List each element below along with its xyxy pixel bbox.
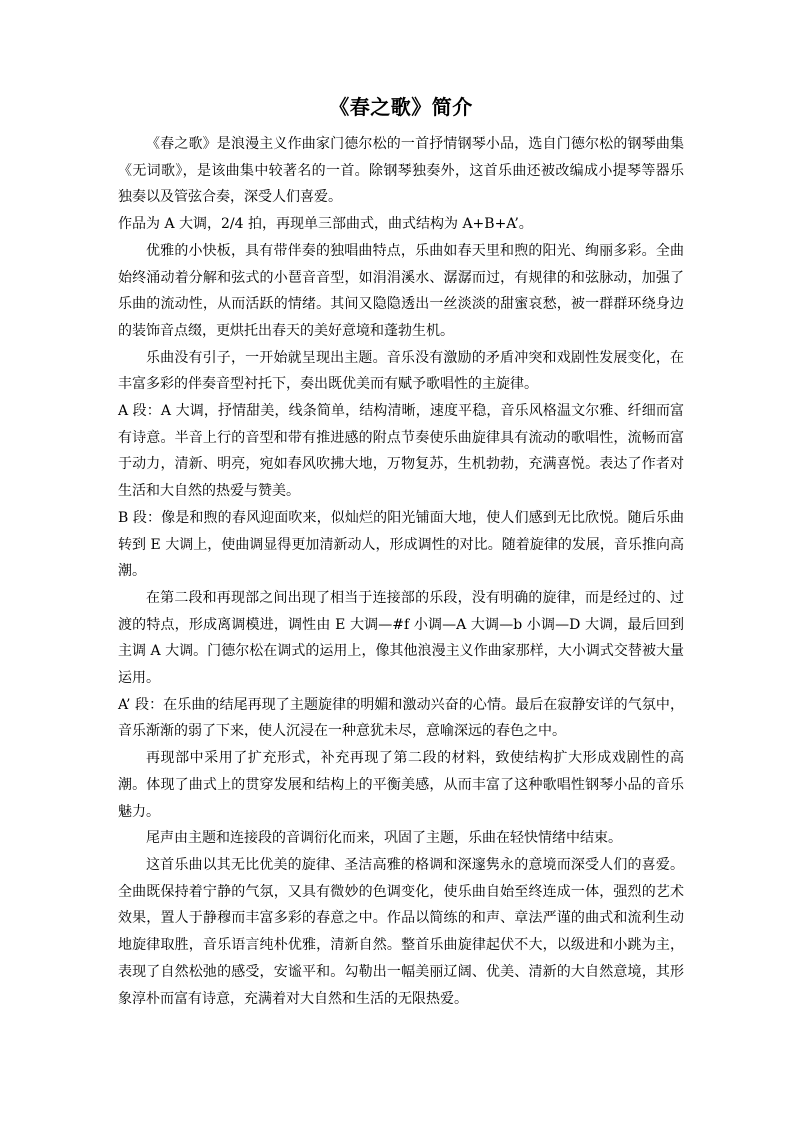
paragraph-theme: 乐曲没有引子，一开始就呈现出主题。音乐没有激励的矛盾冲突和戏剧性发展变化，在丰富多彩的伴奏音型衬托下，奏出既优美而有赋予歌唱性的主旋律。 [118, 349, 684, 393]
paragraph-recapitulation: 再现部中采用了扩充形式，补充再现了第二段的材料，致使结构扩大形成戏剧性的高潮。体现了曲式上的贯穿发展和结构上的平衡美感，从而丰富了这种歌唱性钢琴小品的音乐魅力。 [118, 750, 684, 820]
paragraph-intro: 《春之歌》是浪漫主义作曲家门德尔松的一首抒情钢琴小品，选自门德尔松的钢琴曲集《无词歌》，是该曲集中较著名的一首。除钢琴独奏外，这首乐曲还被改编成小提琴等器乐独奏以及管弦合奏，深受人们喜爱。 [118, 136, 684, 206]
paragraph-section-b: B 段：像是和煦的春风迎面吹来，似灿烂的阳光铺面大地，使人们感到无比欣悦。随后乐曲转到 E 大调上，使曲调显得更加清新动人，形成调性的对比。随着旋律的发展，音乐推向高潮。 [118, 509, 684, 580]
paragraph-key-meter: 作品为 A 大调，2/4 拍，再现单三部曲式，曲式结构为 A+B+A’。 [118, 216, 533, 233]
paragraph-conclusion: 这首乐曲以其无比优美的旋律、圣洁高雅的格调和深邃隽永的意境而深受人们的喜爱。全曲既保持着宁静的气氛，又具有微妙的色调变化，使乐曲自始至终连成一体，强烈的艺术效果，置人于静穆而丰富多彩的春意之中。作品以简练的和声、章法严谨的曲式和流利生动地旋律取胜，音乐语言纯朴优雅，清新自然。整首乐曲旋律起伏不大，以级进和小跳为主，表现了自然松弛的感受，安谧平和。勾勒出一幅美丽辽阔、优美、清新的大自然意境，其形象淳朴而富有诗意，充满着对大自然和生活的无限热爱。 [118, 856, 684, 1007]
paragraph-coda: 尾声由主题和连接段的音调衍化而来，巩固了主题，乐曲在轻快情绪中结束。 [146, 830, 622, 847]
document-title: 《春之歌》简介 [329, 95, 473, 119]
paragraph-section-a: A 段：A 大调，抒情甜美，线条简单，结构清晰，速度平稳，音乐风格温文尔雅、纤细而富有诗意。半音上行的音型和带有推进感的附点节奏使乐曲旋律具有流动的歌唱性，流畅而富于动力，清新、明亮，宛如春风吹拂大地，万物复苏，生机勃勃，充满喜悦。表达了作者对生活和大自然的热爱与赞美。 [118, 403, 684, 500]
document-page [118, 93, 684, 1012]
paragraph-section-a-prime: A’ 段：在乐曲的结尾再现了主题旋律的明媚和激动兴奋的心情。最后在寂静安详的气氛中，音乐渐渐的弱了下来，使人沉浸在一种意犹未尽，意喻深远的春色之中。 [118, 696, 684, 740]
paragraph-character: 优雅的小快板，具有带伴奏的独唱曲特点，乐曲如春天里和煦的阳光、绚丽多彩。全曲始终涌动着分解和弦式的小琶音音型，如涓涓溪水、潺潺而过，有规律的和弦脉动，加强了乐曲的流动性，从而活跃的情绪。其间又隐隐透出一丝淡淡的甜蜜哀愁，被一群群环绕身边的装饰音点缀，更烘托出春天的美好意境和蓬勃生机。 [118, 242, 684, 339]
paragraph-transition: 在第二段和再现部之间出现了相当于连接部的乐段，没有明确的旋律，而是经过的、过渡的特点，形成离调模进，调性由 E 大调—#f 小调—A 大调—b 小调—D 大调，最后回到主调 A 大调。门德尔松在调式的运用上，像其他浪漫主义作曲家那样，大小调式交替被大量运用。 [118, 589, 684, 687]
